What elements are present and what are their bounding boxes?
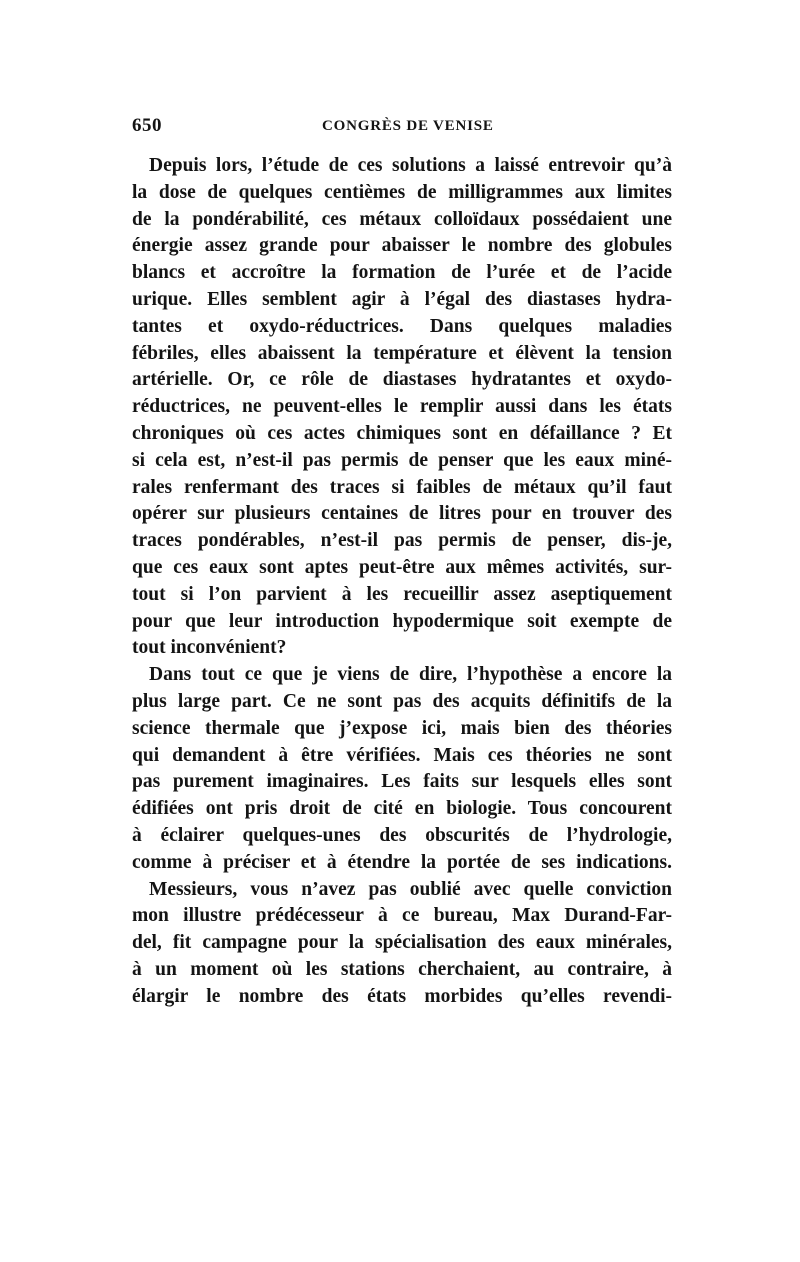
text-line: à éclairer quelques-unes des obscurités de l’hydrologie, xyxy=(132,824,672,846)
text-line: que ces eaux sont aptes peut-être aux mêmes activités, sur- xyxy=(132,556,672,578)
text-line: à un moment où les stations cherchaient, au contraire, à xyxy=(132,958,672,980)
text-line: artérielle. Or, ce rôle de diastases hydratantes et oxydo- xyxy=(132,369,672,391)
text-line: réductrices, ne peuvent-elles le remplir aussi dans les états xyxy=(132,396,672,418)
page-number: 650 xyxy=(132,115,162,136)
text-line: comme à préciser et à étendre la portée de ses indications. xyxy=(132,851,672,873)
text-line: mon illustre prédécesseur à ce bureau, Max Durand-Far- xyxy=(132,905,672,927)
text-line: opérer sur plusieurs centaines de litres pour en trouver des xyxy=(132,503,672,525)
body-text xyxy=(132,153,672,1011)
text-line: fébriles, elles abaissent la température et élèvent la tension xyxy=(132,342,672,364)
text-line: rales renfermant des traces si faibles de métaux qu’il faut xyxy=(132,476,672,498)
text-line: la dose de quelques centièmes de milligrammes aux limites xyxy=(132,181,672,203)
text-line: del, fit campagne pour la spécialisation des eaux minérales, xyxy=(132,932,672,954)
text-line: blancs et accroître la formation de l’urée et de l’acide xyxy=(132,262,672,284)
text-line: Depuis lors, l’étude de ces solutions a laissé entrevoir qu’à xyxy=(149,155,672,176)
text-line: qui demandent à être vérifiées. Mais ces théories ne sont xyxy=(132,744,672,766)
text-line: Messieurs, vous n’avez pas oublié avec quelle conviction xyxy=(149,878,672,900)
text-line: Dans tout ce que je viens de dire, l’hypothèse a encore la xyxy=(149,664,672,686)
text-line: urique. Elles semblent agir à l’égal des diastases hydra- xyxy=(132,288,672,310)
text-line: énergie assez grande pour abaisser le nombre des globules xyxy=(132,235,672,257)
text-line: de la pondérabilité, ces métaux colloïdaux possédaient une xyxy=(132,208,672,230)
text-line: science thermale que j’expose ici, mais bien des théories xyxy=(132,717,672,739)
text-line: tout si l’on parvient à les recueillir assez aseptiquement xyxy=(132,583,672,605)
text-line: tout inconvénient? xyxy=(132,637,287,659)
running-title: CONGRÈS DE VENISE xyxy=(322,118,494,134)
text-line: traces pondérables, n’est-il pas permis de penser, dis-je, xyxy=(132,530,672,552)
text-line: plus large part. Ce ne sont pas des acquits définitifs de la xyxy=(132,690,672,712)
running-head xyxy=(132,115,672,139)
text-line: pour que leur introduction hypodermique soit exempte de xyxy=(132,610,672,632)
text-line: si cela est, n’est-il pas permis de penser que les eaux miné- xyxy=(132,449,672,471)
text-line: chroniques où ces actes chimiques sont en défaillance ? Et xyxy=(132,422,672,444)
text-line: pas purement imaginaires. Les faits sur lesquels elles sont xyxy=(132,771,672,793)
text-line: élargir le nombre des états morbides qu’elles revendi- xyxy=(132,985,672,1007)
text-line: édifiées ont pris droit de cité en biologie. Tous concourent xyxy=(132,798,672,820)
text-line: tantes et oxydo-réductrices. Dans quelques maladies xyxy=(132,315,672,337)
